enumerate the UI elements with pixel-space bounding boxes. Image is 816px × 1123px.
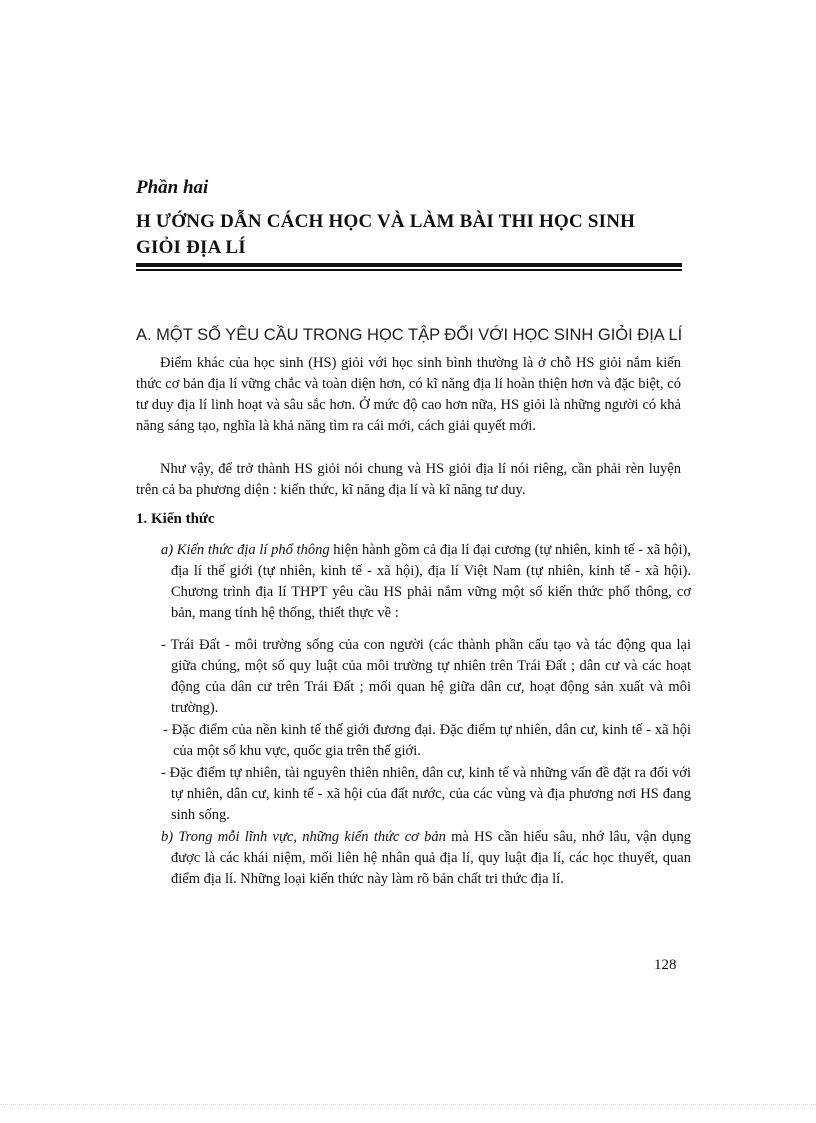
item-b-lead: b) Trong mỗi lĩnh vực, những kiến thức cơ bản [161,829,446,845]
page-bottom-divider [0,1104,816,1105]
item-a-lead: a) Kiến thức địa lí phổ thông [161,542,330,558]
page-number: 128 [654,957,677,973]
item-b-text: mà HS cần hiểu sâu, nhớ lâu, vận dụng được là các khái niệm, mối liên hệ nhân quả địa lí, quy luật địa lí, các học thuyết, quan điểm địa lí. Những loại kiến thức này làm rõ bản chất tri thức địa lí. [171,829,691,887]
list-item-b [161,827,691,890]
chapter-title: H ƯỚNG DẪN CÁCH HỌC VÀ LÀM BÀI THI HỌC SINH GIỎI ĐỊA LÍ [136,211,636,258]
bullet-earth: - Trái Đất - môi trường sống của con người (các thành phần cấu tạo và tác động qua lại giữa chúng, một số quy luật của môi trường tự nhiên trên Trái Đất ; dân cư và các hoạt động của dân cư trên Trái Đất ; mối quan hệ giữa dân cư, hoạt động sản xuất và môi trường). [161,637,691,716]
knowledge-heading: 1. Kiến thức [136,511,215,527]
title-rule-thin [136,269,682,271]
section-heading: A. MỘT SỐ YÊU CẦU TRONG HỌC TẬP ĐỐI VỚI HỌC SINH GIỎI ĐỊA LÍ [136,326,683,344]
list-item-a [161,540,691,624]
item-a-text: hiện hành gồm cả địa lí đại cương (tự nhiên, kinh tế - xã hội), địa lí thế giới (tự nhiên, kinh tế - xã hội), địa lí Việt Nam (tự nhiên, kinh tế - xã hội). Chương trình địa lí THPT yêu cầu HS phải nắm vững một số kiến thức phổ thông, cơ bản, mang tính hệ thống, thiết thực về : [171,542,692,621]
title-rule-thick [136,263,682,267]
intro-paragraph: Điểm khác của học sinh (HS) giỏi với học sinh bình thường là ở chỗ HS giỏi nắm kiến thức cơ bản địa lí vững chắc và toàn diện hơn, có kĩ năng địa lí hoàn thiện hơn và đặc biệt, có tư duy địa lí linh hoạt và sâu sắc hơn. Ở mức độ cao hơn nữa, HS giỏi là những người có khả năng sáng tạo, nghĩa là khả năng tìm ra cái mới, cách giải quyết mới. [136,355,681,434]
bullet-vietnam: - Đặc điểm tự nhiên, tài nguyên thiên nhiên, dân cư, kinh tế và những vấn đề đặt ra đối với tự nhiên, dân cư, kinh tế - xã hội của đất nước, của các vùng và địa phương nơi HS đang sinh sống. [161,765,691,823]
part-label: Phần hai [136,177,209,198]
summary-paragraph: Như vậy, để trở thành HS giỏi nói chung và HS giỏi địa lí nói riêng, cần phải rèn luyện trên cả ba phương diện : kiến thức, kĩ năng địa lí và kĩ năng tư duy. [136,461,681,498]
bullet-world-economy: - Đặc điểm của nền kinh tế thế giới đương đại. Đặc điểm tự nhiên, dân cư, kinh tế - xã hội của một số khu vực, quốc gia trên thế giới. [163,722,691,759]
